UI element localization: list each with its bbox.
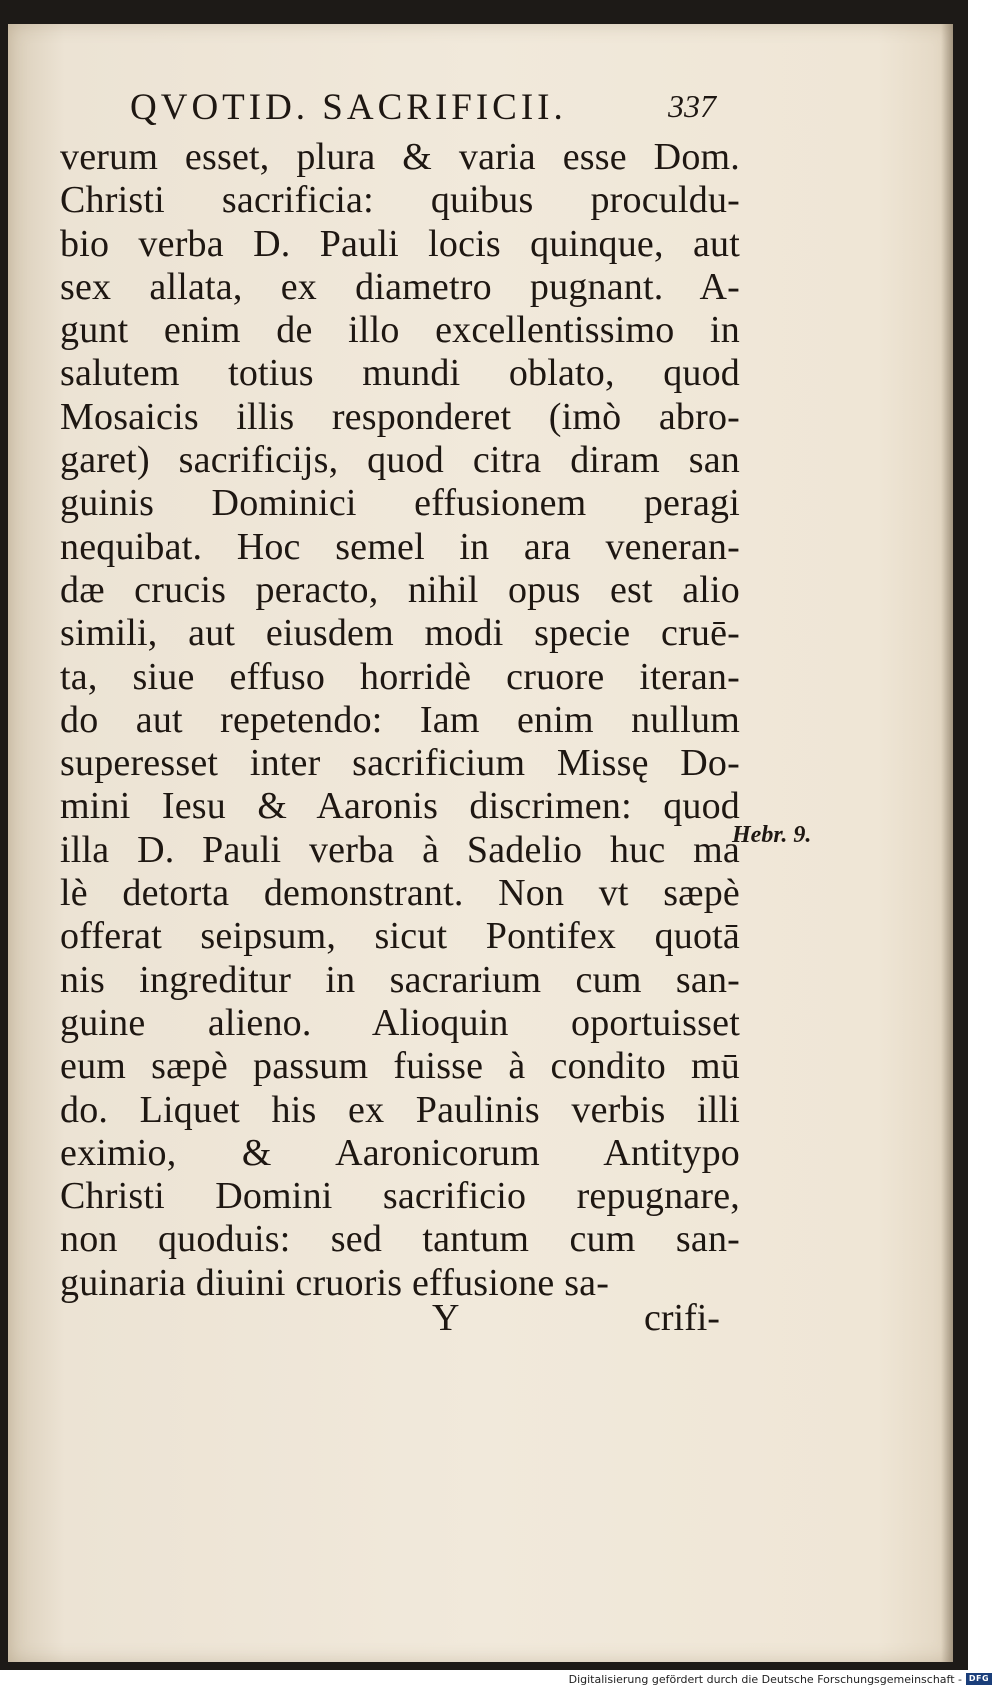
text-line: Christi sacrificia: quibus proculdu-: [60, 179, 740, 222]
digitization-footer: [569, 1671, 992, 1687]
text-line: guinis Dominici effusionem peragi: [60, 482, 740, 525]
text-line: nequibat. Hoc semel in ara veneran-: [60, 525, 740, 568]
text-line: do aut repetendo: Iam enim nullum: [60, 698, 740, 741]
text-line: Mosaicis illis responderet (imò abro-: [60, 395, 740, 438]
text-line: superesset inter sacrificium Missę Do-: [60, 742, 740, 785]
dfg-logo: DFG: [966, 1673, 992, 1685]
text-line: Christi Domini sacrificio repugnare,: [60, 1175, 740, 1218]
body-text: [60, 136, 740, 1305]
text-line: gunt enim de illo excellentissimo in: [60, 309, 740, 352]
text-line: sex allata, ex diametro pugnant. A-: [60, 265, 740, 308]
text-line: garet) sacrificijs, quod citra diram san: [60, 439, 740, 482]
running-title: QVOTID. SACRIFICII.: [130, 87, 567, 128]
text-line: bio verba D. Pauli locis quinque, aut: [60, 222, 740, 265]
text-line: verum esset, plura & varia esse Dom.: [60, 136, 740, 178]
text-line: non quoduis: sed tantum cum san-: [60, 1218, 740, 1261]
marginal-reference: Hebr. 9.: [732, 822, 812, 848]
text-line: illa D. Pauli verba à Sadelio huc ma: [60, 828, 740, 871]
catchword: crifi-: [644, 1297, 720, 1339]
text-line: eximio, & Aaronicorum Antitypo: [60, 1131, 740, 1174]
running-head: [130, 86, 730, 130]
text-line: ta, siue effuso horridè cruore iteran-: [60, 655, 740, 698]
footer-text: Digitalisierung gefördert durch die Deutsche Forschungsgemeinschaft -: [568, 1672, 962, 1686]
text-line: mini Iesu & Aaronis discrimen: quod: [60, 785, 740, 828]
text-line: simili, aut eiusdem modi specie cruē-: [60, 612, 740, 655]
text-line: do. Liquet his ex Paulinis verbis illi: [60, 1088, 740, 1131]
text-line: lè detorta demonstrant. Non vt sæpè: [60, 872, 740, 915]
page-number: 337: [668, 88, 716, 124]
text-line: offerat seipsum, sicut Pontifex quotā: [60, 915, 740, 958]
text-line: salutem totius mundi oblato, quod: [60, 352, 740, 395]
page-edge-shadow: [941, 24, 953, 1662]
text-line: guine alieno. Alioquin oportuisset: [60, 1001, 740, 1044]
text-line: nis ingreditur in sacrarium cum san-: [60, 958, 740, 1001]
text-line: eum sæpè passum fuisse à condito mū: [60, 1045, 740, 1088]
signature-mark: Y: [432, 1297, 460, 1339]
text-line: guinaria diuini cruoris effusione sa-: [60, 1261, 610, 1304]
text-line: dæ crucis peracto, nihil opus est alio: [60, 568, 740, 611]
